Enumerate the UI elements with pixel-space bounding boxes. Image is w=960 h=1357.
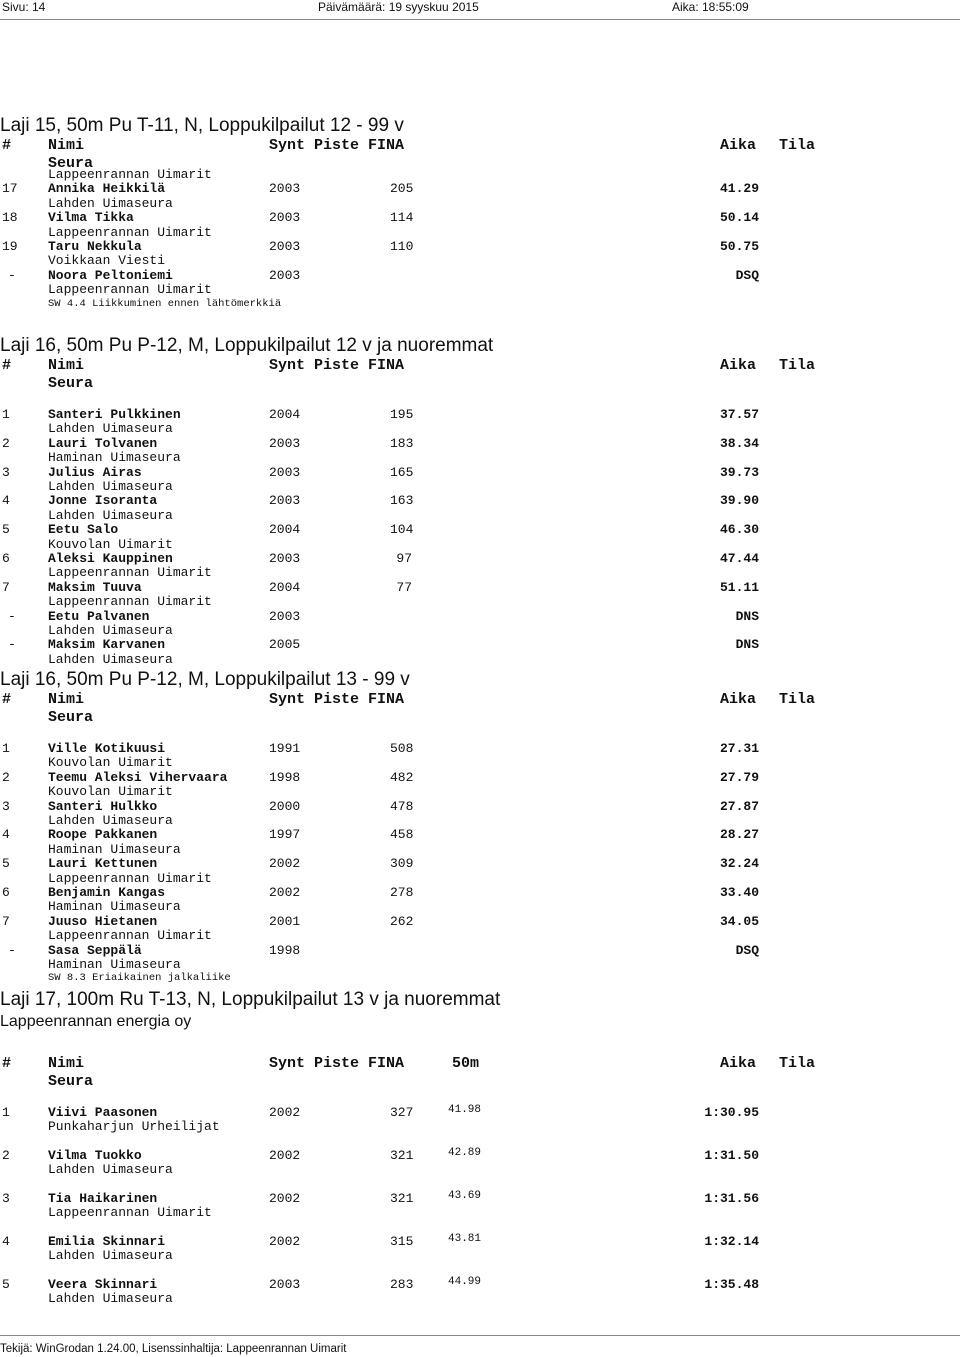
split-50m: 44.99	[448, 1276, 482, 1288]
swimmer-name: Noora Peltoniemi	[48, 267, 173, 283]
birth-year: 2002	[269, 1105, 301, 1120]
birth-year: 1998	[269, 942, 301, 958]
birth-year: 1991	[269, 741, 301, 756]
club-name: Punkaharjun Urheilijat	[48, 1119, 220, 1135]
col-header-status: Tila	[779, 357, 816, 374]
fina-points: 478	[390, 798, 414, 814]
fina-points: 278	[390, 885, 414, 900]
birth-year: 2002	[269, 1148, 301, 1163]
club-name: Haminan Uimaseura	[48, 899, 181, 915]
result-place: 2	[2, 1148, 10, 1163]
result-time: DSQ	[735, 267, 759, 283]
result-place: 18	[2, 210, 18, 226]
result-place: 4	[2, 493, 10, 509]
result-time: 50.75	[719, 239, 759, 254]
fina-points: 327	[390, 1105, 414, 1120]
result-place: 19	[2, 239, 18, 254]
split-50m: 43.81	[448, 1233, 482, 1245]
swimmer-name: Vilma Tikka	[48, 210, 134, 226]
split-50m: 43.69	[448, 1190, 482, 1202]
result-time: 27.87	[719, 798, 759, 814]
result-time: DNS	[735, 637, 759, 653]
result-place: 2	[2, 769, 10, 785]
split-50m: 42.89	[448, 1147, 482, 1159]
page-number: Sivu: 14	[2, 0, 46, 14]
swimmer-name: Jonne Isoranta	[48, 493, 158, 509]
birth-year: 2003	[269, 210, 301, 226]
event-title: Laji 16, 50m Pu P-12, M, Loppukilpailut 12 v ja nuoremmat	[0, 335, 494, 356]
result-time: 27.79	[719, 769, 759, 785]
col-header-split: 50m	[452, 1055, 480, 1072]
club-name: Lappeenrannan Uimarit	[48, 565, 212, 581]
fina-points: 205	[390, 181, 414, 197]
col-header-year-points-fina: Synt Piste FINA	[269, 137, 405, 154]
swimmer-name: Vilma Tuokko	[48, 1148, 142, 1163]
result-time: DNS	[735, 608, 759, 624]
result-time: 46.30	[719, 522, 759, 538]
swimmer-name: Annika Heikkilä	[48, 181, 166, 197]
fina-points: 104	[390, 522, 414, 538]
col-header-time: Aika	[720, 137, 757, 154]
fina-points: 195	[390, 407, 414, 422]
club-name: Haminan Uimaseura	[48, 450, 181, 466]
result-time: 1:31.56	[704, 1191, 759, 1206]
col-header-time: Aika	[720, 1055, 757, 1072]
result-place: 1	[2, 1105, 10, 1120]
swimmer-name: Lauri Tolvanen	[48, 435, 158, 451]
result-time: 39.73	[719, 464, 759, 480]
disqualification-note: SW 4.4 Liikkuminen ennen lähtömerkkiä	[48, 297, 282, 310]
result-place: 5	[2, 522, 10, 538]
birth-year: 2004	[269, 407, 301, 422]
footer-text: Tekijä: WinGrodan 1.24.00, Lisenssinhaltija: Lappeenrannan Uimarit	[0, 1343, 347, 1355]
swimmer-name: Aleksi Kauppinen	[48, 551, 173, 566]
club-name: Lahden Uimaseura	[48, 195, 173, 211]
birth-year: 2003	[269, 1277, 301, 1292]
club-name: Lahden Uimaseura	[48, 813, 173, 828]
result-place: 1	[2, 741, 10, 756]
result-place: 3	[2, 464, 10, 480]
swimmer-name: Eetu Salo	[48, 522, 119, 538]
club-name: Lahden Uimaseura	[48, 623, 173, 638]
birth-year: 2002	[269, 885, 301, 900]
result-time: 50.14	[719, 210, 759, 226]
col-header-club: Seura	[48, 155, 94, 172]
fina-points: 110	[390, 239, 414, 254]
col-header-club: Seura	[48, 375, 94, 392]
club-name: Lappeenrannan Uimarit	[48, 928, 212, 944]
birth-year: 2003	[269, 551, 301, 566]
fina-points: 321	[390, 1148, 414, 1163]
club-name: Haminan Uimaseura	[48, 957, 181, 972]
club-name: Voikkaan Viesti	[48, 253, 166, 269]
result-place: 17	[2, 181, 18, 197]
club-name: Lappeenrannan Uimarit	[48, 282, 212, 298]
result-time: 1:32.14	[704, 1234, 759, 1249]
swimmer-name: Eetu Palvanen	[48, 608, 150, 624]
birth-year: 2001	[269, 913, 301, 929]
fina-points: 114	[390, 210, 414, 226]
fina-points: 309	[390, 856, 414, 872]
col-header-year-points-fina: Synt Piste FINA	[269, 1055, 405, 1072]
col-header-name: Nimi	[48, 691, 85, 708]
birth-year: 2003	[269, 493, 301, 509]
result-time: 47.44	[719, 551, 759, 566]
club-name: Lappeenrannan Uimarit	[48, 1205, 212, 1221]
result-place: -	[8, 942, 16, 958]
result-place: 7	[2, 579, 10, 595]
swimmer-name: Ville Kotikuusi	[48, 741, 166, 756]
fina-points: 482	[390, 769, 414, 785]
fina-points: 283	[390, 1277, 414, 1292]
fina-points: 163	[390, 493, 414, 509]
fina-points: 262	[390, 913, 414, 929]
birth-year: 2000	[269, 798, 301, 814]
birth-year: 2004	[269, 522, 301, 538]
swimmer-name: Veera Skinnari	[48, 1277, 158, 1292]
fina-points: 315	[390, 1234, 414, 1249]
result-place: 2	[2, 435, 10, 451]
col-header-status: Tila	[779, 691, 816, 708]
swimmer-name: Emilia Skinnari	[48, 1234, 166, 1249]
birth-year: 2003	[269, 435, 301, 451]
event-title: Laji 16, 50m Pu P-12, M, Loppukilpailut 13 - 99 v	[0, 669, 410, 690]
result-time: DSQ	[735, 942, 759, 958]
col-header-status: Tila	[779, 137, 816, 154]
fina-points: 321	[390, 1191, 414, 1206]
birth-year: 2003	[269, 464, 301, 480]
swimmer-name: Lauri Kettunen	[48, 856, 158, 872]
club-name: Lahden Uimaseura	[48, 421, 173, 437]
birth-year: 1997	[269, 827, 301, 843]
club-name: Kouvolan Uimarit	[48, 536, 173, 552]
club-name: Lappeenrannan Uimarit	[48, 594, 212, 610]
fina-points: 183	[390, 435, 414, 451]
col-header-place: #	[2, 137, 12, 154]
col-header-name: Nimi	[48, 1055, 85, 1072]
birth-year: 2002	[269, 1234, 301, 1249]
col-header-place: #	[2, 691, 12, 708]
col-header-status: Tila	[779, 1055, 816, 1072]
swimmer-name: Santeri Pulkkinen	[48, 407, 181, 422]
result-time: 1:35.48	[704, 1277, 759, 1292]
result-place: 3	[2, 1191, 10, 1206]
col-header-club: Seura	[48, 1073, 94, 1090]
result-time: 1:30.95	[704, 1105, 759, 1120]
result-place: 4	[2, 1234, 10, 1249]
club-name: Lahden Uimaseura	[48, 1248, 173, 1264]
result-time: 32.24	[719, 856, 759, 872]
swimmer-name: Viivi Paasonen	[48, 1105, 158, 1120]
birth-year: 2003	[269, 239, 301, 254]
result-place: 6	[2, 885, 10, 900]
fina-points: 165	[390, 464, 414, 480]
col-header-time: Aika	[720, 357, 757, 374]
swimmer-name: Maksim Tuuva	[48, 579, 142, 595]
birth-year: 2002	[269, 856, 301, 872]
birth-year: 2005	[269, 637, 301, 653]
result-place: 3	[2, 798, 10, 814]
col-header-time: Aika	[720, 691, 757, 708]
footer-divider	[0, 1335, 960, 1336]
fina-points: 97	[396, 551, 412, 566]
result-place: 4	[2, 827, 10, 843]
col-header-year-points-fina: Synt Piste FINA	[269, 357, 405, 374]
club-name: Kouvolan Uimarit	[48, 784, 173, 800]
col-header-year-points-fina: Synt Piste FINA	[269, 691, 405, 708]
result-time: 39.90	[719, 493, 759, 509]
disqualification-note: SW 8.3 Eriaikainen jalkaliike	[48, 972, 231, 985]
result-time: 38.34	[719, 435, 759, 451]
swimmer-name: Juuso Hietanen	[48, 913, 158, 929]
col-header-name: Nimi	[48, 137, 85, 154]
swimmer-name: Julius Airas	[48, 464, 142, 480]
birth-year: 2002	[269, 1191, 301, 1206]
result-place: 7	[2, 913, 10, 929]
result-place: -	[8, 267, 16, 283]
club-name: Lappeenrannan Uimarit	[48, 870, 212, 886]
event-sponsor: Lappeenrannan energia oy	[0, 1013, 192, 1030]
result-time: 33.40	[719, 885, 759, 900]
result-time: 1:31.50	[704, 1148, 759, 1163]
fina-points: 458	[390, 827, 414, 843]
swimmer-name: Santeri Hulkko	[48, 798, 158, 814]
result-time: 27.31	[719, 741, 759, 756]
swimmer-name: Teemu Aleksi Vihervaara	[48, 769, 228, 785]
swimmer-name: Sasa Seppälä	[48, 942, 142, 958]
birth-year: 1998	[269, 769, 301, 785]
result-place: 1	[2, 407, 10, 422]
birth-year: 2004	[269, 579, 301, 595]
result-place: 5	[2, 1277, 10, 1292]
club-name: Kouvolan Uimarit	[48, 755, 173, 771]
result-time: 34.05	[719, 913, 759, 929]
club-name: Lappeenrannan Uimarit	[48, 167, 212, 182]
report-time: Aika: 18:55:09	[672, 0, 749, 14]
club-name: Haminan Uimaseura	[48, 841, 181, 857]
result-time: 28.27	[719, 827, 759, 843]
birth-year: 2003	[269, 608, 301, 624]
club-name: Lahden Uimaseura	[48, 507, 173, 523]
fina-points: 508	[390, 741, 414, 756]
event-title: Laji 15, 50m Pu T-11, N, Loppukilpailut 12 - 99 v	[0, 115, 404, 136]
birth-year: 2003	[269, 181, 301, 197]
birth-year: 2003	[269, 267, 301, 283]
result-time: 37.57	[719, 407, 759, 422]
report-date: Päivämäärä: 19 syyskuu 2015	[318, 0, 479, 14]
result-time: 41.29	[719, 181, 759, 197]
swimmer-name: Taru Nekkula	[48, 239, 142, 254]
swimmer-name: Roope Pakkanen	[48, 827, 158, 843]
club-name: Lahden Uimaseura	[48, 479, 173, 494]
swimmer-name: Tia Haikarinen	[48, 1191, 158, 1206]
club-name: Lahden Uimaseura	[48, 651, 173, 667]
col-header-place: #	[2, 1055, 12, 1072]
club-name: Lappeenrannan Uimarit	[48, 224, 212, 240]
club-name: Lahden Uimaseura	[48, 1162, 173, 1178]
split-50m: 41.98	[448, 1104, 482, 1116]
result-place: -	[8, 608, 16, 624]
fina-points: 77	[396, 579, 412, 595]
event-title: Laji 17, 100m Ru T-13, N, Loppukilpailut 13 v ja nuoremmat	[0, 989, 501, 1010]
col-header-place: #	[2, 357, 12, 374]
result-time: 51.11	[719, 579, 759, 595]
result-place: 6	[2, 551, 10, 566]
swimmer-name: Benjamin Kangas	[48, 885, 166, 900]
col-header-club: Seura	[48, 709, 94, 726]
swimmer-name: Maksim Karvanen	[48, 637, 166, 653]
col-header-name: Nimi	[48, 357, 85, 374]
club-name: Lahden Uimaseura	[48, 1291, 173, 1307]
result-place: -	[8, 637, 16, 653]
result-place: 5	[2, 856, 10, 872]
